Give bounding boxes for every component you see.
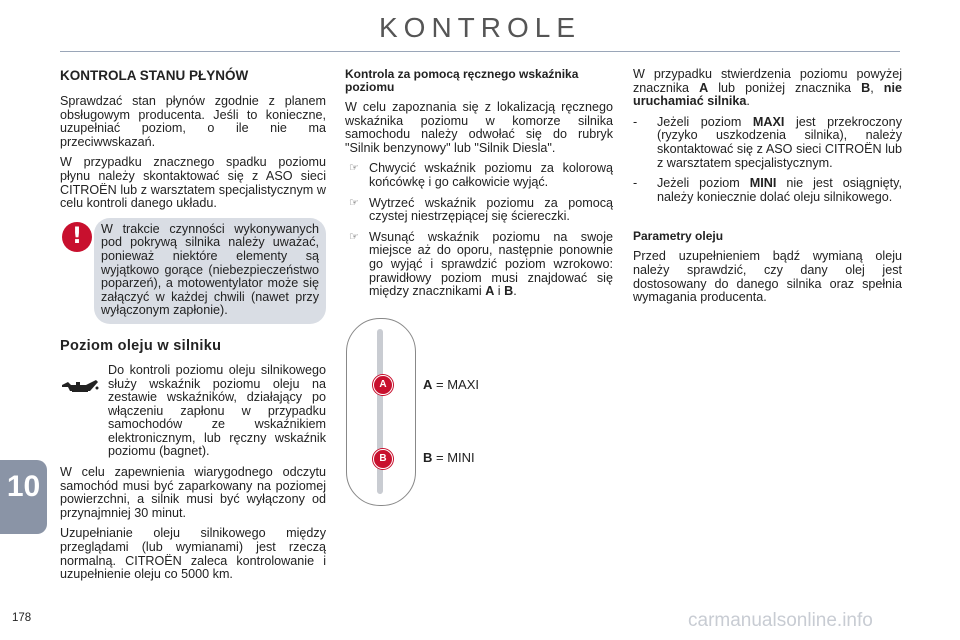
list-item: - Jeżeli poziom MINI nie jest osiągnięty, należy koniecznie dolać oleju silnikowego. bbox=[633, 176, 902, 204]
section-heading-oil-specs: Parametry oleju bbox=[633, 229, 724, 244]
hand-pointer-icon: ☞ bbox=[349, 196, 359, 209]
dipstick-mark-a: A bbox=[373, 375, 393, 395]
watermark: carmanualsonline.info bbox=[688, 610, 873, 631]
hand-pointer-icon: ☞ bbox=[349, 162, 359, 175]
dipstick-mark-b: B bbox=[373, 449, 393, 469]
warning-text: W trakcie czynności wykonywanych pod pokrywą silnika należy uważać, ponieważ niektóre elementy są wyjątkowo gorące (niebezpieczeństwo poparzeń), a motowentylator może się załączyć w każdej chwili (nawet przy wyłączonym zapłonie). bbox=[101, 221, 319, 318]
column-left bbox=[60, 68, 326, 589]
legend-maxi: A = MAXI bbox=[423, 377, 479, 392]
page-title: KONTROLE bbox=[378, 12, 582, 43]
dipstick-illustration bbox=[346, 318, 416, 506]
list-item: ☞ Wsunąć wskaźnik poziomu na swoje miejsce aż do oporu, następnie ponownie go wyjąć i sprawdzić poziom wzrokowo: prawidłowy poziom musi znajdować się między znacznikami A i B. bbox=[349, 229, 613, 299]
column-middle bbox=[345, 68, 613, 306]
paragraph: Do kontroli poziomu oleju silnikowego służy wskaźnik poziomu oleju na zestawie wskaźników, działający po włączeniu zapłonu w przypadku samochodów ze wskaźnikiem elektronicznym, lub ręczny wskaźnik poziomu (bagnet). bbox=[108, 362, 326, 459]
section-heading-fluids: KONTROLA STANU PŁYNÓW bbox=[60, 68, 249, 83]
oil-can-icon bbox=[60, 364, 108, 403]
list-item: ☞ Chwycić wskaźnik poziomu za kolorową końcówkę i go całkowicie wyjąć. bbox=[349, 161, 613, 189]
legend-mini: B = MINI bbox=[423, 450, 475, 465]
paragraph: W celu zapoznania się z lokalizacją ręcznego wskaźnika poziomu w komorze silnika samochodu należy odwołać się do rubryk "Silnik benzynowy" lub "Silnik Diesla". bbox=[345, 100, 613, 155]
column-right bbox=[633, 68, 902, 312]
paragraph: W celu zapewnienia wiarygodnego odczytu samochód musi być zaparkowany na poziomej powierzchni, a silnik musi być wyłączony od przynajmniej 30 minut. bbox=[60, 465, 326, 520]
page-number: 178 bbox=[12, 612, 32, 624]
chapter-number: 10 bbox=[6, 470, 41, 503]
paragraph: Przed uzupełnieniem bądź wymianą oleju należy sprawdzić, czy dany olej jest dostosowany do danego silnika oraz spełnia wymagania producenta. bbox=[633, 249, 902, 305]
paragraph: W przypadku znacznego spadku poziomu płynu należy skontaktować się z ASO sieci CITROËN lub z warsztatem specjalistycznym w celu kontroli danego układu. bbox=[60, 155, 326, 211]
title-divider bbox=[60, 51, 900, 52]
paragraph: Sprawdzać stan płynów zgodnie z planem obsługowym producenta. Jeśli to konieczne, uzupełniać poziom, o ile nie ma przeciwwskazań. bbox=[60, 94, 326, 149]
list-item: - Jeżeli poziom MAXI jest przekroczony (ryzyko uszkodzenia silnika), należy skontaktować się z ASO sieci CITROËN lub z warsztatem specjalistycznym. bbox=[633, 114, 902, 170]
section-heading-oil: Poziom oleju w silniku bbox=[60, 337, 222, 354]
paragraph: W przypadku stwierdzenia poziomu powyżej znacznika A lub poniżej znacznika B, nie uruchamiać silnika. bbox=[633, 67, 902, 109]
exclamation-icon: ! bbox=[62, 222, 92, 252]
dipstick-rod bbox=[377, 329, 383, 494]
paragraph: Uzupełnianie oleju silnikowego między przeglądami (lub wymianami) jest rzeczą normalną. CITROËN zaleca kontrolowanie i uzupełnienie oleju co 5000 km. bbox=[60, 526, 326, 582]
list-item: ☞ Wytrzeć wskaźnik poziomu za pomocą czystej niestrzępiącej się ściereczki. bbox=[349, 195, 613, 224]
section-heading-dipstick: Kontrola za pomocą ręcznego wskaźnika poziomu bbox=[345, 67, 579, 94]
oil-intro-row bbox=[60, 364, 326, 466]
hand-pointer-icon: ☞ bbox=[349, 230, 359, 243]
warning-box bbox=[71, 218, 326, 324]
